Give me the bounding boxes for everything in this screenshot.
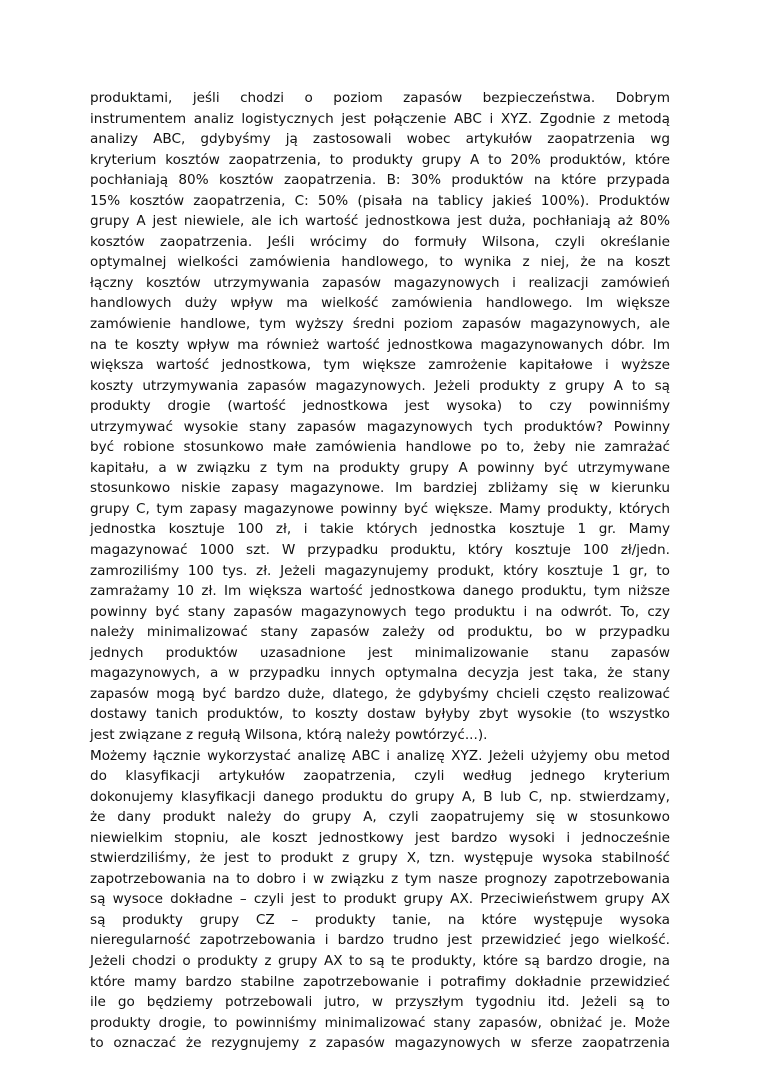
text-line: należy minimalizować stany zapasów zależy od produktu, bo w przypadku bbox=[90, 624, 670, 641]
text-line: grupy A jest niewiele, ale ich wartość jednostkowa jest duża, pochłaniają aż 80% bbox=[90, 213, 670, 230]
paragraph-1 bbox=[90, 88, 670, 746]
text-line: magazynowych, a w przypadku innych optymalna decyzja jest taka, że stany bbox=[90, 665, 670, 682]
text-line: zamówienie handlowe, tym wyższy średni poziom zapasów magazynowych, ale bbox=[90, 316, 670, 333]
text-line: produkty drogie (wartość jednostkowa jest wysoka) to czy powinniśmy bbox=[90, 398, 670, 415]
text-line: Możemy łącznie wykorzystać analizę ABC i analizę XYZ. Jeżeli użyjemy obu metod bbox=[90, 747, 670, 764]
text-line: stwierdziliśmy, że jest to produkt z grupy X, tzn. występuje wysoka stabilność bbox=[90, 850, 670, 867]
text-line: produktami, jeśli chodzi o poziom zapasów bezpieczeństwa. Dobrym bbox=[90, 90, 670, 106]
text-line: zapotrzebowania na to dobro i w związku z tym nasze prognozy zapotrzebowania bbox=[90, 870, 670, 887]
text-line: które mamy bardzo stabilne zapotrzebowanie i potrafimy dokładnie przewidzieć bbox=[90, 973, 670, 990]
text-line: jednostka kosztuje 100 zł, i takie których jednostka kosztuje 1 gr. Mamy bbox=[90, 521, 670, 538]
text-line: analizy ABC, gdybyśmy ją zastosowali wobec artykułów zaopatrzenia wg bbox=[90, 131, 670, 148]
text-line: grupy C, tym zapasy magazynowe powinny być większe. Mamy produkty, których bbox=[90, 500, 670, 517]
text-line: być robione stosunkowo małe zamówienia handlowe po to, żeby nie zamrażać bbox=[90, 439, 670, 456]
text-line: produkty drogie, to powinniśmy minimalizować stany zapasów, obniżać je. Może bbox=[90, 1014, 670, 1031]
text-line: zamrażamy 10 zł. Im większa wartość jednostkowa danego produktu, tym niższe bbox=[90, 583, 670, 600]
text-line: są produkty grupy CZ – produkty tanie, na które występuje wysoka bbox=[90, 911, 670, 928]
text-line: kapitału, a w związku z tym na produkty grupy A powinny być utrzymywane bbox=[90, 459, 670, 476]
text-line: koszty utrzymywania zapasów magazynowych. Jeżeli produkty z grupy A to są bbox=[90, 377, 670, 394]
text-line: pochłaniają 80% kosztów zaopatrzenia. B: 30% produktów na które przypada bbox=[90, 172, 670, 189]
text-line: są wysoce dokładne – czyli jest to produkt grupy AX. Przeciwieństwem grupy AX bbox=[90, 891, 670, 908]
text-line: zapasów mogą być bardzo duże, dlatego, że gdybyśmy chcieli często realizować bbox=[90, 685, 670, 702]
text-line: dostawy tanich produktów, to koszty dostaw byłyby zbyt wysokie (to wszystko bbox=[90, 706, 670, 723]
text-line: większa wartość jednostkowa, tym większe zamrożenie kapitałowe i wyższe bbox=[90, 357, 670, 374]
body-text bbox=[90, 88, 670, 1054]
text-line: jednych produktów uzasadnione jest minimalizowanie stanu zapasów bbox=[90, 644, 670, 661]
text-line: optymalnej wielkości zamówienia handlowego, to wynika z niej, że na koszt bbox=[90, 254, 670, 271]
paragraph-2 bbox=[90, 746, 670, 1054]
text-line: jest związane z regułą Wilsona, którą należy powtórzyć...). bbox=[90, 726, 488, 743]
text-line: Jeżeli chodzi o produkty z grupy AX to są te produkty, które są bardzo drogie, na bbox=[90, 952, 670, 969]
text-line: utrzymywać wysokie stany zapasów magazynowych tych produktów? Powinny bbox=[90, 418, 670, 435]
text-line: handlowych duży wpływ ma wielkość zamówienia handlowego. Im większe bbox=[90, 295, 670, 312]
text-line: ile go będziemy potrzebowali jutro, w przyszłym tygodniu itd. Jeżeli są to bbox=[90, 994, 670, 1011]
text-line: stosunkowo niskie zapasy magazynowe. Im bardziej zbliżamy się w kierunku bbox=[90, 480, 670, 497]
text-line: zamroziliśmy 100 tys. zł. Jeżeli magazynujemy produkt, który kosztuje 1 gr, to bbox=[90, 562, 670, 579]
text-line: kosztów zaopatrzenia. Jeśli wrócimy do formuły Wilsona, czyli określanie bbox=[90, 233, 670, 250]
text-line: łączny kosztów utrzymywania zapasów magazynowych i realizacji zamówień bbox=[90, 274, 670, 291]
text-line: na te koszty wpływ ma również wartość jednostkowa magazynowanych dóbr. Im bbox=[90, 336, 670, 353]
text-line: to oznaczać że rezygnujemy z zapasów magazynowych w sferze zaopatrzenia bbox=[90, 1035, 670, 1052]
text-line: nieregularność zapotrzebowania i bardzo trudno jest przewidzieć jego wielkość. bbox=[90, 932, 670, 949]
text-line: niewielkim stopniu, ale koszt jednostkowy jest bardzo wysoki i jednocześnie bbox=[90, 829, 670, 846]
text-line: dokonujemy klasyfikacji danego produktu do grupy A, B lub C, np. stwierdzamy, bbox=[90, 788, 670, 805]
text-line: magazynować 1000 szt. W przypadku produktu, który kosztuje 100 zł/jedn. bbox=[90, 542, 670, 559]
text-line: powinny być stany zapasów magazynowych tego produktu i na odwrót. To, czy bbox=[90, 603, 670, 620]
text-line: że dany produkt należy do grupy A, czyli zaopatrujemy się w stosunkowo bbox=[90, 809, 670, 826]
text-line: kryterium kosztów zaopatrzenia, to produkty grupy A to 20% produktów, które bbox=[90, 151, 670, 168]
text-line: 15% kosztów zaopatrzenia, C: 50% (pisała na tablicy jakieś 100%). Produktów bbox=[90, 192, 670, 209]
text-line: instrumentem analiz logistycznych jest połączenie ABC i XYZ. Zgodnie z metodą bbox=[90, 110, 670, 127]
text-line: do klasyfikacji artykułów zaopatrzenia, czyli według jednego kryterium bbox=[90, 768, 670, 785]
